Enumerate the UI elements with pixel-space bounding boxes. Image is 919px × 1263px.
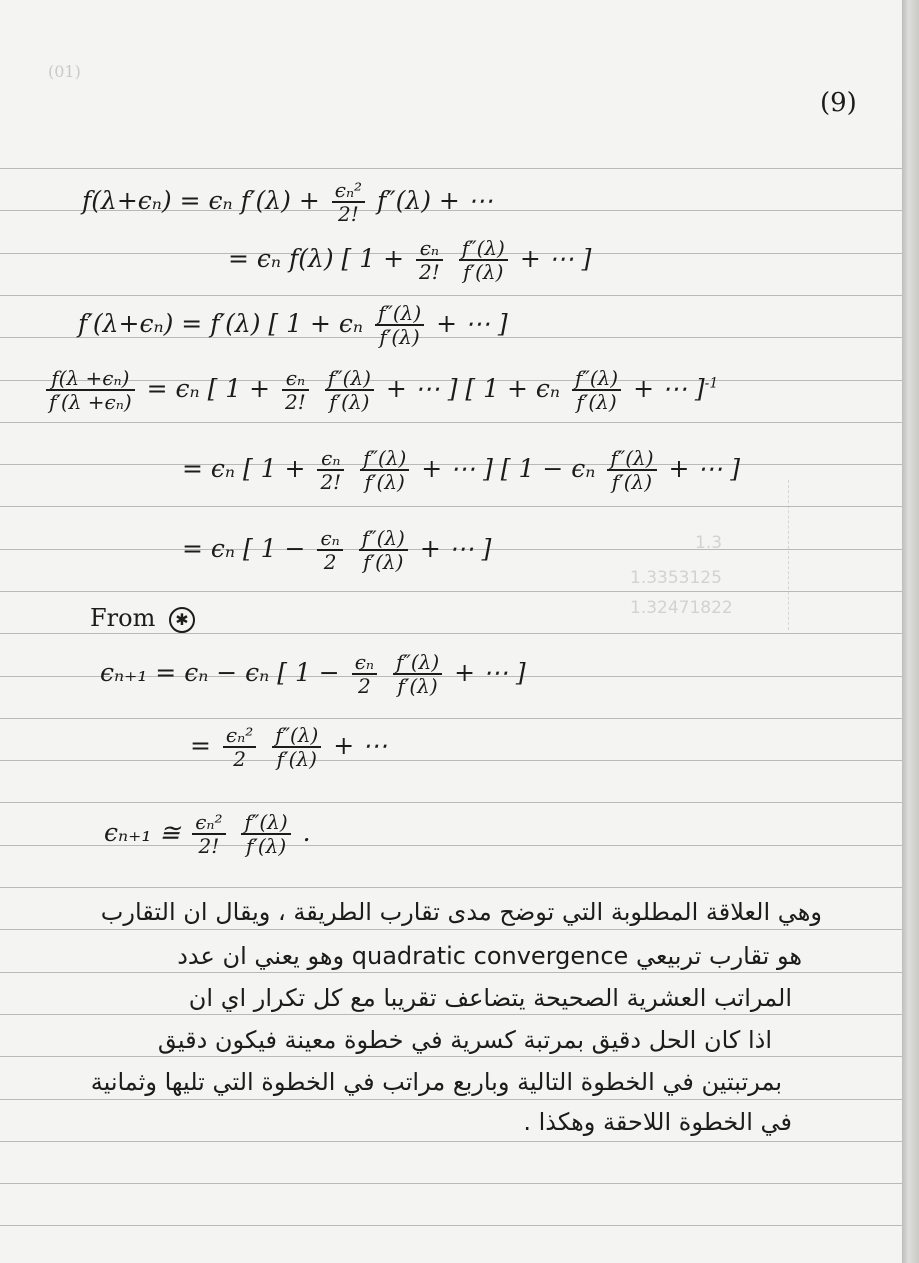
eq5-f2-num: f″(λ) [360,448,409,471]
eq4-f3-den: f′(λ) [576,390,617,414]
eq5-f2-den: f′(λ) [364,470,405,494]
ruled-line [0,1225,902,1226]
eq9-fraction-2 [241,812,290,857]
eq6-end: + ⋯ ] [419,534,492,563]
equation-factored-f [228,238,591,283]
eq5-fraction-1 [317,448,344,493]
eq5-f1-num: ϵₙ [317,448,344,471]
equation-error-next [100,652,526,697]
eq7-f1-den: 2 [357,674,371,698]
eq8-f1-num: ϵₙ² [223,725,256,748]
eq5-mid: + ⋯ ] [ 1 − ϵₙ [421,454,596,483]
eq5-rhs-a: = ϵₙ [ 1 + [182,454,306,483]
eq2-frac2-den: f′(λ) [463,260,504,284]
arabic-text-line: اذا كان الحل دقيق بمرتبة كسرية في خطوة معينة فيكون دقيق [157,1026,772,1054]
eq9-f2-num: f″(λ) [241,812,290,835]
ruled-line [0,760,902,761]
eq1-fraction [332,180,365,225]
ruled-line [0,506,902,507]
eq9-f1-den: 2! [198,834,220,858]
ruled-line [0,1056,902,1057]
ruled-line [0,168,902,169]
eq2-frac2-num: f″(λ) [459,238,508,261]
ruled-line [0,422,902,423]
eq2-rhs-a: = ϵₙ f(λ) [ 1 + [228,244,405,273]
equation-taylor-fprime [78,303,508,348]
eq4-lhs-fraction [46,368,135,413]
eq5-end: + ⋯ ] [668,454,741,483]
ruled-line [0,887,902,888]
bleed-through-row: 1.3 [695,533,723,553]
eq4-fraction-2 [325,368,374,413]
eq6-f1-den: 2 [323,550,337,574]
ruled-line [0,1183,902,1184]
ruled-line [0,1014,902,1015]
eq3-rhs-b: + ⋯ ] [436,309,508,338]
eq4-f1-num: ϵₙ [282,368,309,391]
from-reference [90,604,195,633]
eq4-lhs-den: f′(λ +ϵₙ) [49,390,132,414]
eq6-rhs-a: = ϵₙ [ 1 − [182,534,306,563]
eq5-f3-num: f″(λ) [607,448,656,471]
bleed-through-row: 1.32471822 [630,598,733,618]
ruled-line [0,1141,902,1142]
eq9-fraction-1 [192,812,225,857]
eq8-fraction-1 [223,725,256,770]
eq8-f2-num: f″(λ) [272,725,321,748]
eq8-fraction-2 [272,725,321,770]
arabic-text-line: هو تقارب تربيعي quadratic convergence وهو يعني ان عدد [177,942,802,970]
eq6-fraction-2 [359,528,408,573]
eq3-fraction [375,303,424,348]
eq7-f2-num: f″(λ) [393,652,442,675]
arabic-text-line: المراتب العشرية الصحيحة يتضاعف تقريبا مع كل تكرار اي ان [188,984,792,1012]
eq7-f2-den: f′(λ) [397,674,438,698]
arabic-text-line: وهي العلاقة المطلوبة التي توضح مدى تقارب الطريقة ، ويقال ان التقارب [100,898,822,926]
eq7-lhs: ϵₙ₊₁ = ϵₙ − ϵₙ [ 1 − [100,658,340,687]
eq1-frac-den: 2! [338,202,359,226]
eq7-fraction-2 [393,652,442,697]
eq5-f1-den: 2! [320,470,342,494]
bleed-through-margin [788,480,789,630]
eq2-frac1-num: ϵₙ [416,238,443,261]
circled-star-icon: ✱ [169,607,195,633]
eq9-f1-num: ϵₙ² [192,812,225,835]
eq1-rhs-a: = ϵₙ f′(λ) + [179,186,320,215]
ruled-line [0,972,902,973]
eq5-fraction-3 [607,448,656,493]
eq6-fraction-1 [317,528,342,573]
eq8-f2-den: f′(λ) [276,747,317,771]
eq7-f1-num: ϵₙ [352,652,377,675]
ruled-line [0,802,902,803]
equation-quadratic-convergence [104,812,311,857]
ruled-line [0,929,902,930]
eq6-f2-den: f′(λ) [363,550,404,574]
bleed-through-row: 1.3353125 [630,568,722,588]
eq8-f1-den: 2 [233,747,246,771]
eq9-end: . [302,818,311,847]
eq5-fraction-2 [360,448,409,493]
equation-ratio [42,368,718,413]
eq2-fraction-1 [416,238,443,283]
ruled-line [0,633,902,634]
eq9-f2-den: f′(λ) [245,834,287,858]
eq4-f1-den: 2! [285,390,306,414]
bleed-through-page-number: (01) [48,62,81,81]
eq5-f3-den: f′(λ) [611,470,653,494]
eq9-lhs: ϵₙ₊₁ ≅ [104,818,181,847]
from-label: From [90,604,156,632]
arabic-text-line: في الخطوة اللاحقة وهكذا . [523,1108,792,1136]
eq8-rhs-a: = [190,731,211,760]
eq1-rhs-b: f″(λ) + ⋯ [377,186,493,215]
eq1-frac-num: ϵₙ² [332,180,365,203]
arabic-text-line: بمرتبتين في الخطوة التالية وباربع مراتب في الخطوة التي تليها وثمانية [90,1068,782,1096]
eq4-f3-num: f″(λ) [572,368,621,391]
eq6-f1-num: ϵₙ [317,528,342,551]
eq2-rhs-b: + ⋯ ] [519,244,592,273]
eq4-end: + ⋯ ] [633,374,705,403]
eq3-lhs: f′(λ+ϵₙ) = f′(λ) [ 1 + ϵₙ [78,309,364,338]
eq4-fraction-1 [282,368,309,413]
ruled-line [0,1099,902,1100]
equation-error-squared [190,725,387,770]
equation-ratio-simplified [182,528,491,573]
ruled-line [0,591,902,592]
eq2-fraction-2 [459,238,508,283]
eq3-frac-num: f″(λ) [375,303,424,326]
eq4-f2-den: f′(λ) [329,390,370,414]
eq4-fraction-3 [572,368,621,413]
eq3-frac-den: f′(λ) [379,325,420,349]
eq4-lhs-num: f(λ +ϵₙ) [46,368,135,391]
eq6-f2-num: f″(λ) [359,528,408,551]
ruled-line [0,718,902,719]
eq4-mid: + ⋯ ] [ 1 + ϵₙ [385,374,560,403]
eq4-f2-num: f″(λ) [325,368,374,391]
eq7-fraction-1 [352,652,377,697]
equation-taylor-f [82,180,493,225]
eq8-end: + ⋯ [333,731,388,760]
eq2-frac1-den: 2! [418,260,440,284]
page-edge-shadow [902,0,919,1263]
eq4-power: -1 [704,375,719,392]
eq1-lhs: f(λ+ϵₙ) [82,186,172,215]
eq4-rhs-a: = ϵₙ [ 1 + [146,374,271,403]
equation-ratio-expanded [182,448,740,493]
page-number: (9) [820,88,857,118]
eq7-end: + ⋯ ] [454,658,526,687]
ruled-line [0,295,902,296]
